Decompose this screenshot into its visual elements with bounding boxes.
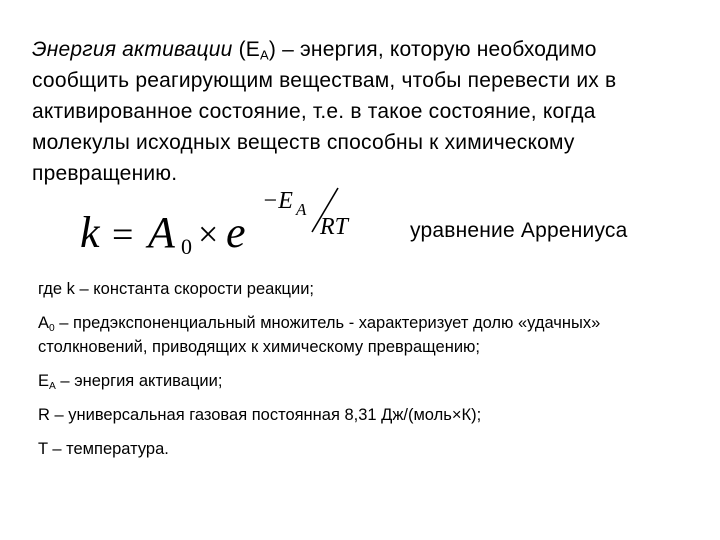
formula-k: k xyxy=(80,208,100,257)
formula-a: A xyxy=(148,208,175,257)
formula-exponent-a: A xyxy=(296,200,307,219)
legend-a0-symbol: A xyxy=(38,314,50,332)
formula-exponent-rt: RT xyxy=(320,214,349,240)
definition-paragraph xyxy=(32,34,682,189)
formula-name: уравнение Аррениуса xyxy=(410,219,628,242)
formula-a-subscript: 0 xyxy=(181,234,192,259)
arrhenius-formula xyxy=(80,186,380,266)
legend-a0-text: – предэкспоненциальный множитель - характеризует долю «удачных» столкновений, приводящих к химическому превращению; xyxy=(38,314,601,356)
legend-a0 xyxy=(38,311,698,359)
definition-text: – энергия, которую необходимо сообщить реагирующим веществам, чтобы перевести их в активированное состояние, т.е. в такое состояние, когда молекулы исходных веществ способны к химическому превращению. xyxy=(32,38,617,185)
definition-term: Энергия активации xyxy=(32,38,233,61)
formula-equals: = xyxy=(112,214,134,256)
formula-graphic xyxy=(80,186,380,266)
legend-t: T – температура. xyxy=(38,440,169,458)
formula-e: e xyxy=(226,208,246,257)
formula-times: × xyxy=(198,214,219,254)
definition-symbol-close: ) xyxy=(268,38,277,61)
definition-symbol-open: (E xyxy=(232,38,260,61)
legend-r: R – универсальная газовая постоянная 8,31 Дж/(моль×К); xyxy=(38,406,482,424)
legend-ea xyxy=(38,369,698,393)
definition-symbol-subscript: A xyxy=(259,47,269,63)
legend-ea-symbol: E xyxy=(38,372,50,390)
legend xyxy=(38,277,698,471)
legend-k: где k – константа скорости реакции; xyxy=(38,280,315,298)
formula-exponent-minus-e: −E xyxy=(262,188,293,214)
legend-ea-text: – энергия активации; xyxy=(55,372,223,390)
legend-ea-subscript: A xyxy=(49,380,56,392)
legend-a0-subscript: 0 xyxy=(49,322,55,334)
